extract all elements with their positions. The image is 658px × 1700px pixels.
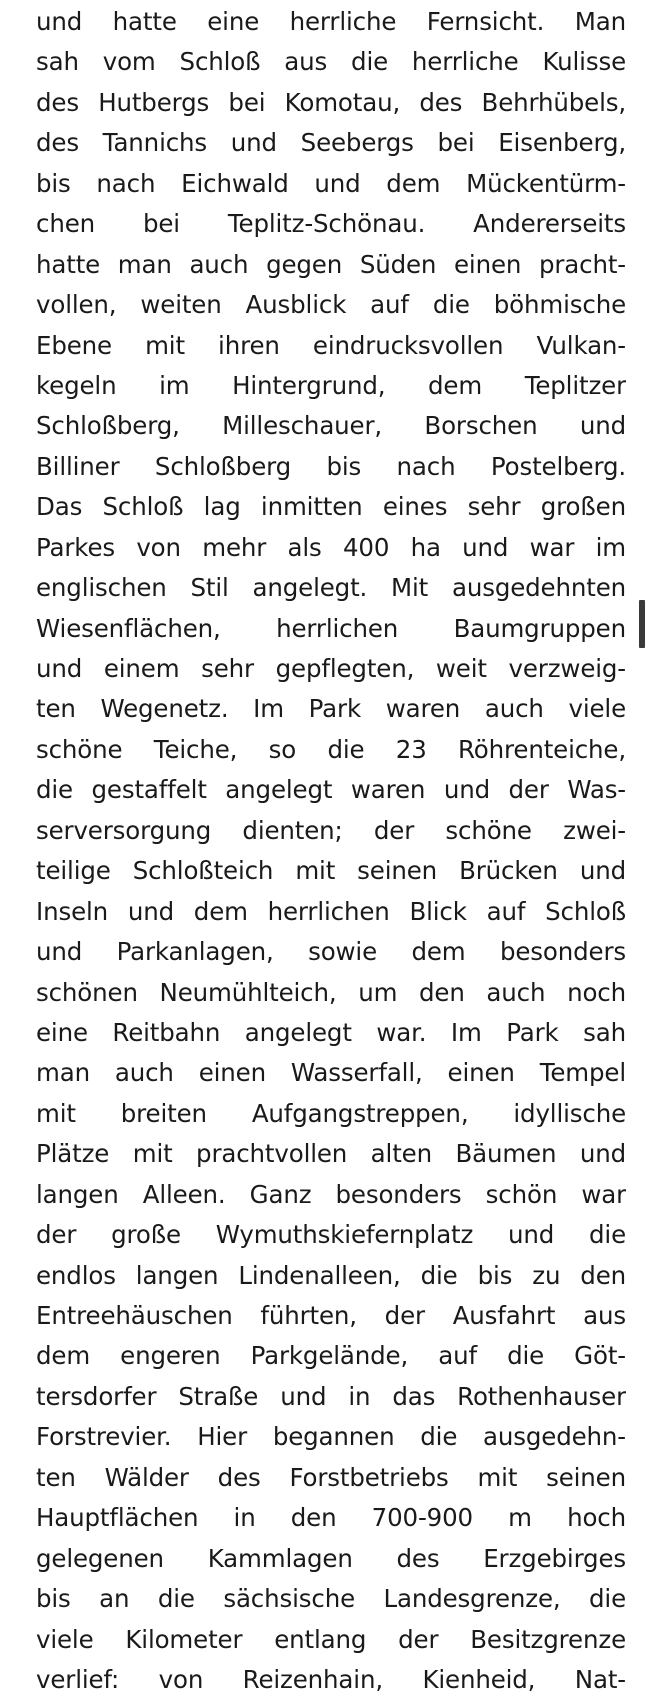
text-line: Plätze mit prachtvollen alten Bäumen und <box>36 1139 626 1169</box>
text-line: man auch einen Wasserfall, einen Tempel <box>36 1058 626 1088</box>
text-line: des Hutbergs bei Komotau, des Behrhübels, <box>36 87 626 117</box>
text-line: und hatte eine herrliche Fernsicht. Man <box>36 7 626 36</box>
text-line: hatte man auch gegen Süden einen pracht- <box>36 249 626 279</box>
text-line: des Tannichs und Seebergs bei Eisenberg, <box>36 128 626 158</box>
text-line: die gestaffelt angelegt waren und der Was- <box>36 775 626 805</box>
article-text-column <box>36 2 626 1700</box>
text-line: chen bei Teplitz-Schönau. Andererseits <box>36 209 626 239</box>
text-line: Inseln und dem herrlichen Blick auf Schloß <box>36 896 626 926</box>
text-line: Hauptflächen in den 700-900 m hoch <box>36 1503 626 1533</box>
text-line: und einem sehr gepflegten, weit verzweig- <box>36 654 626 683</box>
text-line: Wiesenflächen, herrlichen Baumgruppen <box>36 613 626 643</box>
text-line: und Parkanlagen, sowie dem besonders <box>36 937 626 967</box>
text-line: dem engeren Parkgelände, auf die Göt- <box>36 1341 626 1371</box>
text-line: kegeln im Hintergrund, dem Teplitzer <box>36 370 626 400</box>
text-line: endlos langen Lindenalleen, die bis zu den <box>36 1260 626 1290</box>
text-line: Parkes von mehr als 400 ha und war im <box>36 532 626 562</box>
text-line: schönen Neumühlteich, um den auch noch <box>36 977 626 1007</box>
scan-artifact-mark <box>639 600 645 648</box>
text-line: schöne Teiche, so die 23 Röhrenteiche, <box>36 734 626 764</box>
text-line: ten Wegenetz. Im Park waren auch viele <box>36 694 626 724</box>
text-line: mit breiten Aufgangstreppen, idyllische <box>36 1098 626 1128</box>
text-line: gelegenen Kammlagen des Erzgebirges <box>36 1543 626 1573</box>
text-line: Schloßberg, Milleschauer, Borschen und <box>36 411 626 441</box>
text-line: Forstrevier. Hier begannen die ausgedehn- <box>36 1422 626 1452</box>
text-line: Billiner Schloßberg bis nach Postelberg. <box>36 451 626 481</box>
text-line: sah vom Schloß aus die herrliche Kulisse <box>36 47 626 77</box>
text-line: Das Schloß lag inmitten eines sehr großen <box>36 492 626 522</box>
text-line: eine Reitbahn angelegt war. Im Park sah <box>36 1017 626 1047</box>
text-line: Ebene mit ihren eindrucksvollen Vulkan- <box>36 330 626 360</box>
text-line: teilige Schloßteich mit seinen Brücken und <box>36 856 626 886</box>
text-line: vollen, weiten Ausblick auf die böhmische <box>36 290 626 320</box>
text-line: langen Alleen. Ganz besonders schön war <box>36 1179 626 1209</box>
text-line: viele Kilometer entlang der Besitzgrenze <box>36 1624 626 1654</box>
text-line: englischen Stil angelegt. Mit ausgedehnten <box>36 573 626 603</box>
text-line: bis nach Eichwald und dem Mückentürm- <box>36 168 626 198</box>
text-line: bis an die sächsische Landesgrenze, die <box>36 1584 626 1614</box>
text-line: Entreehäuschen führten, der Ausfahrt aus <box>36 1301 626 1330</box>
text-line: serversorgung dienten; der schöne zwei- <box>36 815 626 845</box>
text-line: ten Wälder des Forstbetriebs mit seinen <box>36 1462 626 1492</box>
text-line: verlief: von Reizenhain, Kienheid, Nat- <box>36 1664 626 1694</box>
text-line: tersdorfer Straße und in das Rothenhauser <box>36 1381 626 1411</box>
text-line: der große Wymuthskiefernplatz und die <box>36 1220 626 1250</box>
